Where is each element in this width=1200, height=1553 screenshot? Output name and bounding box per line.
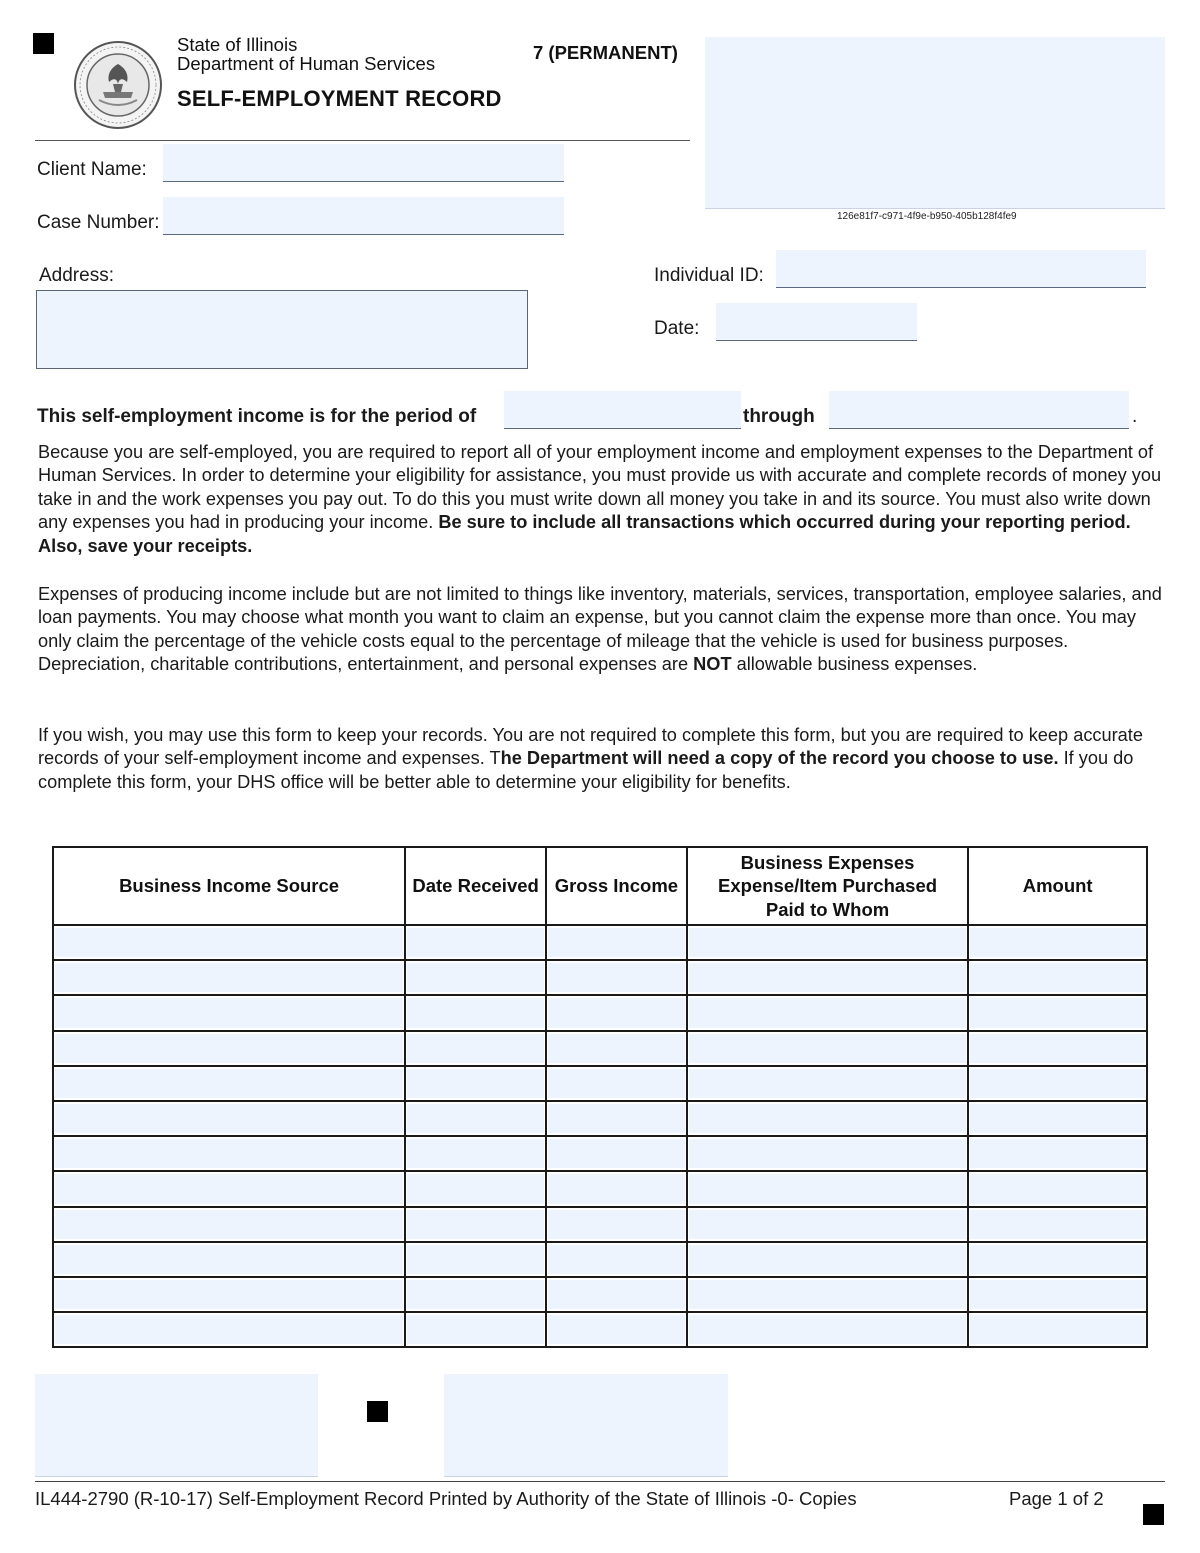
date-received-cell <box>405 1136 546 1171</box>
gross-income-cell <box>546 1066 687 1101</box>
period-lead-text: This self-employment income is for the period of <box>37 406 477 427</box>
agency-line-2: Department of Human Services <box>177 53 436 74</box>
individual-id-label: Individual ID: <box>654 265 764 286</box>
gross-income-cell <box>546 1136 687 1171</box>
table-row <box>53 1136 1147 1171</box>
date-received-cell <box>405 960 546 995</box>
p2-text-a: Expenses of producing income include but are not limited to things like inventory, materials, services, transportation, employee salaries, and loan payments. You may choose what month you want to claim an expense, but you cannot claim the expense more than once. You may only claim the percentage of the vehicle costs equal to the percentage of mileage that the vehicle is used for business purposes. Depreciation, charitable contributions, entertainment, and personal expenses are <box>38 584 1162 675</box>
amount-cell <box>968 1066 1147 1101</box>
date-received-cell-input[interactable] <box>407 1210 544 1239</box>
table-row <box>53 1066 1147 1101</box>
period-through-text: through <box>743 406 815 427</box>
gross-income-cell <box>546 960 687 995</box>
amount-cell-input[interactable] <box>970 1315 1145 1344</box>
date-received-cell-input[interactable] <box>407 1174 544 1203</box>
footer-divider <box>35 1481 1165 1482</box>
gross-income-cell-input[interactable] <box>548 1210 685 1239</box>
gross-income-cell-input[interactable] <box>548 928 685 957</box>
source-cell <box>53 1031 405 1066</box>
date-received-cell-input[interactable] <box>407 1069 544 1098</box>
registration-marker-bottom-center <box>367 1401 388 1422</box>
header-divider <box>35 140 690 141</box>
table-header-row <box>53 847 1147 925</box>
gross-income-cell-input[interactable] <box>548 1280 685 1309</box>
address-field[interactable] <box>36 290 528 369</box>
date-received-cell <box>405 1171 546 1206</box>
expense-item-cell-input[interactable] <box>689 1245 967 1274</box>
retention-label: 7 (PERMANENT) <box>533 42 678 63</box>
expense-item-cell <box>687 960 969 995</box>
header-gross-income: Gross Income <box>546 847 687 925</box>
amount-cell <box>968 1242 1147 1277</box>
expense-item-cell <box>687 1312 969 1347</box>
source-cell <box>53 995 405 1030</box>
gross-income-cell <box>546 925 687 960</box>
table-row <box>53 1031 1147 1066</box>
amount-cell-input[interactable] <box>970 1104 1145 1133</box>
instructions-paragraph-3 <box>38 724 1163 794</box>
p1-bold-text: Be sure to include all transactions which occurred during your reporting period. Also, save your receipts. <box>38 512 1131 556</box>
header-expenses-line-3: Paid to Whom <box>765 898 890 920</box>
footer-page-number: Page 1 of 2 <box>1009 1488 1104 1509</box>
amount-cell-input[interactable] <box>970 1280 1145 1309</box>
form-title: SELF-EMPLOYMENT RECORD <box>177 86 502 111</box>
individual-id-field[interactable] <box>776 250 1146 288</box>
source-cell <box>53 1312 405 1347</box>
amount-cell-input[interactable] <box>970 1069 1145 1098</box>
source-cell <box>53 1207 405 1242</box>
source-cell <box>53 925 405 960</box>
p3-bold-text: he Department will need a copy of the record you choose to use. <box>500 748 1059 769</box>
date-received-cell-input[interactable] <box>407 928 544 957</box>
date-received-cell-input[interactable] <box>407 1280 544 1309</box>
gross-income-cell-input[interactable] <box>548 1034 685 1063</box>
source-cell <box>53 960 405 995</box>
self-employment-record-table <box>52 846 1148 1348</box>
period-end-field[interactable] <box>829 391 1129 429</box>
client-name-field[interactable] <box>163 144 564 182</box>
date-received-cell <box>405 1277 546 1312</box>
table-body <box>53 925 1147 1347</box>
table-row <box>53 960 1147 995</box>
gross-income-cell-input[interactable] <box>548 1139 685 1168</box>
source-cell <box>53 1101 405 1136</box>
date-received-cell-input[interactable] <box>407 1034 544 1063</box>
source-cell-input[interactable] <box>55 1069 403 1098</box>
expense-item-cell-input[interactable] <box>689 1280 967 1309</box>
source-cell-input[interactable] <box>55 1280 403 1309</box>
date-received-cell-input[interactable] <box>407 1315 544 1344</box>
gross-income-cell <box>546 1312 687 1347</box>
gross-income-cell-input[interactable] <box>548 963 685 992</box>
date-received-cell <box>405 995 546 1030</box>
amount-cell <box>968 1312 1147 1347</box>
expense-item-cell <box>687 1136 969 1171</box>
table-row <box>53 1312 1147 1347</box>
client-name-label: Client Name: <box>37 159 147 180</box>
p1-text: Because you are self-employed, you are required to report all of your employment income and employment expenses to the Department of Human Services. In order to determine your eligibility for assistance, you must provide us with accurate and complete records of money you take in and the work expenses you pay out. To do this you must write down all money you take in and its source. You must also write down any expenses you had in producing your income. <box>38 442 1162 533</box>
date-received-cell <box>405 925 546 960</box>
expense-item-cell <box>687 1242 969 1277</box>
instructions-paragraph-2 <box>38 583 1163 677</box>
header-business-income-source: Business Income Source <box>53 847 405 925</box>
expense-item-cell-input[interactable] <box>689 1174 967 1203</box>
source-cell <box>53 1171 405 1206</box>
table-row <box>53 1171 1147 1206</box>
table-row <box>53 995 1147 1030</box>
amount-cell-input[interactable] <box>970 1139 1145 1168</box>
source-cell-input[interactable] <box>55 963 403 992</box>
amount-cell-input[interactable] <box>970 1174 1145 1203</box>
amount-cell-input[interactable] <box>970 998 1145 1027</box>
amount-cell <box>968 1277 1147 1312</box>
source-cell-input[interactable] <box>55 1210 403 1239</box>
case-number-label: Case Number: <box>37 212 160 233</box>
gross-income-cell <box>546 1277 687 1312</box>
amount-cell-input[interactable] <box>970 928 1145 957</box>
source-cell-input[interactable] <box>55 1245 403 1274</box>
date-received-cell-input[interactable] <box>407 1245 544 1274</box>
table-row <box>53 925 1147 960</box>
amount-cell-input[interactable] <box>970 1245 1145 1274</box>
case-number-field[interactable] <box>163 197 564 235</box>
date-received-cell <box>405 1207 546 1242</box>
p3-text-b: If you do complete this form, your DHS office will be better able to determine your eligibility for benefits. <box>38 748 1134 792</box>
p3-text-a: If you wish, you may use this form to keep your records. You are not required to complete this form, but you are required to keep accurate records of your self-employment income and expenses. T <box>38 725 1143 769</box>
amount-cell <box>968 1101 1147 1136</box>
amount-cell <box>968 995 1147 1030</box>
date-received-cell <box>405 1242 546 1277</box>
gross-income-cell <box>546 995 687 1030</box>
footer-form-info: IL444-2790 (R-10-17) Self-Employment Record Printed by Authority of the State of Illinois -0- Copies <box>35 1488 857 1509</box>
amount-cell <box>968 1031 1147 1066</box>
date-received-cell-input[interactable] <box>407 1139 544 1168</box>
header-date-received: Date Received <box>405 847 546 925</box>
amount-cell-input[interactable] <box>970 1034 1145 1063</box>
table-row <box>53 1207 1147 1242</box>
expense-item-cell <box>687 1207 969 1242</box>
state-seal-logo <box>73 40 163 130</box>
source-cell <box>53 1242 405 1277</box>
date-received-cell-input[interactable] <box>407 1104 544 1133</box>
expense-item-cell-input[interactable] <box>689 1139 967 1168</box>
gross-income-cell <box>546 1101 687 1136</box>
table-row <box>53 1277 1147 1312</box>
source-cell <box>53 1277 405 1312</box>
expense-item-cell-input[interactable] <box>689 1210 967 1239</box>
p2-text-b: allowable business expenses. <box>731 654 978 675</box>
date-received-cell <box>405 1312 546 1347</box>
registration-marker-top-left <box>33 33 54 54</box>
table-row <box>53 1242 1147 1277</box>
agency-line-1: State of Illinois <box>177 34 298 55</box>
expense-item-cell <box>687 1277 969 1312</box>
amount-cell <box>968 960 1147 995</box>
gross-income-cell <box>546 1207 687 1242</box>
expense-item-cell-input[interactable] <box>689 998 967 1027</box>
gross-income-cell-input[interactable] <box>548 998 685 1027</box>
gross-income-cell-input[interactable] <box>548 1315 685 1344</box>
instructions-paragraph-1 <box>38 441 1163 558</box>
date-received-cell <box>405 1101 546 1136</box>
expense-item-cell <box>687 995 969 1030</box>
bottom-center-box[interactable] <box>444 1374 728 1477</box>
date-field[interactable] <box>716 303 917 341</box>
period-end-punct: . <box>1132 406 1138 427</box>
gross-income-cell-input[interactable] <box>548 1104 685 1133</box>
date-received-cell-input[interactable] <box>407 998 544 1027</box>
amount-cell <box>968 1136 1147 1171</box>
header-expenses-line-1: Business Expenses <box>740 851 915 873</box>
expense-item-cell <box>687 1066 969 1101</box>
gross-income-cell <box>546 1031 687 1066</box>
period-start-field[interactable] <box>504 391 741 429</box>
source-cell-input[interactable] <box>55 1174 403 1203</box>
amount-cell-input[interactable] <box>970 1210 1145 1239</box>
expense-item-cell-input[interactable] <box>689 963 967 992</box>
expense-item-cell-input[interactable] <box>689 1315 967 1344</box>
gross-income-cell-input[interactable] <box>548 1069 685 1098</box>
header-business-expenses <box>687 847 969 925</box>
source-cell <box>53 1136 405 1171</box>
expense-item-cell-input[interactable] <box>689 1034 967 1063</box>
expense-item-cell-input[interactable] <box>689 1104 967 1133</box>
header-expenses-line-2: Expense/Item Purchased <box>718 875 938 897</box>
expense-item-cell <box>687 925 969 960</box>
bottom-left-box[interactable] <box>35 1374 318 1477</box>
amount-cell <box>968 1207 1147 1242</box>
date-received-cell <box>405 1066 546 1101</box>
amount-cell <box>968 925 1147 960</box>
source-cell-input[interactable] <box>55 928 403 957</box>
table-row <box>53 1101 1147 1136</box>
expense-item-cell <box>687 1101 969 1136</box>
amount-cell <box>968 1171 1147 1206</box>
registration-marker-bottom-right <box>1143 1504 1164 1525</box>
barcode-id-text: 126e81f7-c971-4f9e-b950-405b128f4fe9 <box>837 211 1017 222</box>
gross-income-cell <box>546 1171 687 1206</box>
expense-item-cell-input[interactable] <box>689 1069 967 1098</box>
source-cell <box>53 1066 405 1101</box>
office-use-box[interactable] <box>705 37 1165 209</box>
gross-income-cell-input[interactable] <box>548 1174 685 1203</box>
source-cell-input[interactable] <box>55 1034 403 1063</box>
date-received-cell-input[interactable] <box>407 963 544 992</box>
address-label: Address: <box>39 265 114 286</box>
expense-item-cell <box>687 1031 969 1066</box>
source-cell-input[interactable] <box>55 1139 403 1168</box>
gross-income-cell-input[interactable] <box>548 1245 685 1274</box>
p2-bold-text: NOT <box>693 654 732 675</box>
gross-income-cell <box>546 1242 687 1277</box>
date-label: Date: <box>654 318 700 339</box>
source-cell-input[interactable] <box>55 998 403 1027</box>
header-amount: Amount <box>968 847 1147 925</box>
date-received-cell <box>405 1031 546 1066</box>
amount-cell-input[interactable] <box>970 963 1145 992</box>
source-cell-input[interactable] <box>55 1315 403 1344</box>
expense-item-cell-input[interactable] <box>689 928 967 957</box>
expense-item-cell <box>687 1171 969 1206</box>
source-cell-input[interactable] <box>55 1104 403 1133</box>
